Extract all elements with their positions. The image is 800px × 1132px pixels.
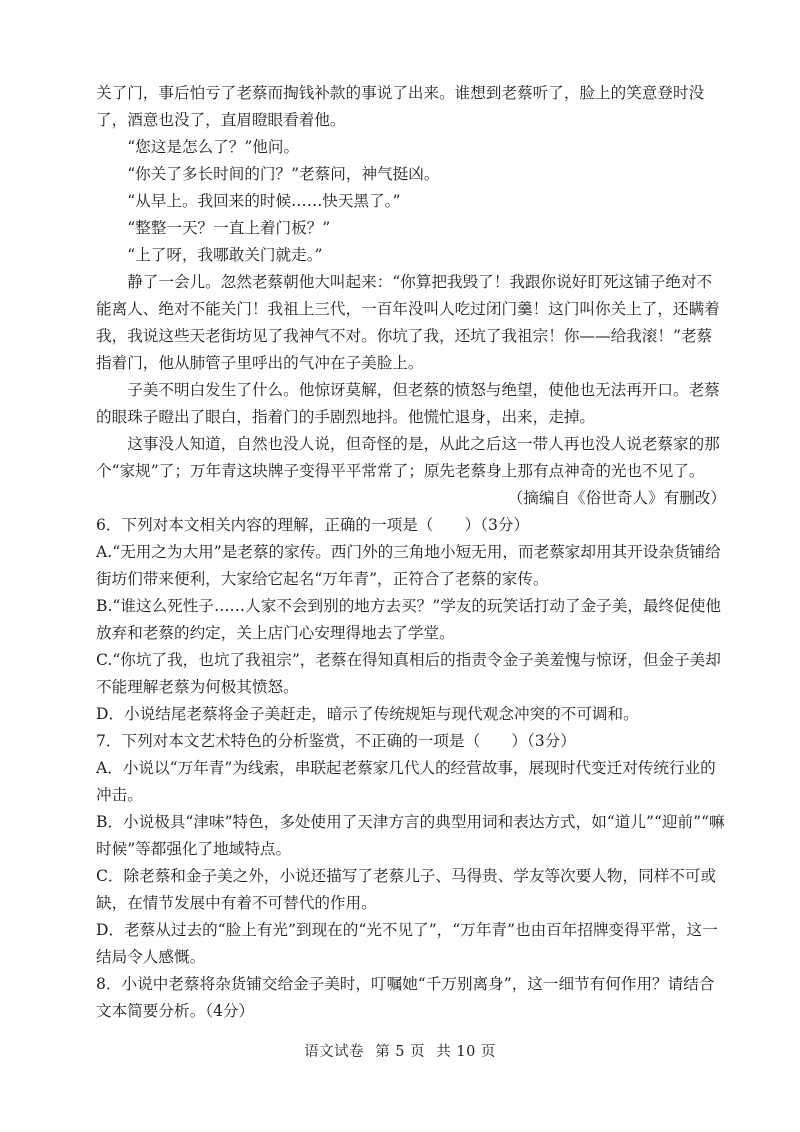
dialog-line: “从早上。我回来的时候……快天黑了。”: [127, 192, 401, 210]
question-7-stem: 7．下列对本文艺术特色的分析鉴赏，不正确的一项是（ ）（3分）: [96, 732, 576, 750]
question-8-stem: 8．小说中老蔡将杂货铺交给金子美时，叮嘱她“千万别离身”，这一细节有何作用？请结合文本简要分析。（4分）: [96, 975, 715, 1020]
question-7-option-a: A．小说以“万年青”为线索，串联起老蔡家几代人的经营故事，展现时代变迁对传统行业的冲击。: [96, 759, 716, 804]
footer-page-number: 第 5 页: [375, 1044, 426, 1060]
question-7-option-d: D．老蔡从过去的“脸上有光”到现在的“光不见了”，“万年青”也由百年招牌变得平常，这一结局令人感慨。: [96, 921, 718, 966]
dialog-line: “你关了多长时间的门？”老蔡问，神气挺凶。: [127, 165, 440, 183]
footer-total-pages: 共 10 页: [436, 1044, 496, 1060]
question-7-option-c: C．除老蔡和金子美之外，小说还描写了老蔡儿子、马得贵、学友等次要人物，同样不可或缺，在情节发展中有着不可替代的作用。: [96, 867, 717, 912]
page-footer: [0, 1040, 800, 1061]
question-7-option-b: B．小说极具“津味”特色，多处使用了天津方言的典型用词和表达方式，如“道儿”“迎前”“嘛时候”等都强化了地域特点。: [96, 813, 725, 858]
question-6-option-b: B.“谁这么死性子……人家不会到别的地方去买？”学友的玩笑话打动了金子美，最终促使他放弃和老蔡的约定，关上店门心安理得地去了学堂。: [96, 597, 721, 642]
passage-paragraph-ending: 这事没人知道，自然也没人说，但奇怪的是，从此之后这一带人再也没人说老蔡家的那个“家规”了；万年青这块牌子变得平平常常了；原先老蔡身上那有点神奇的光也不见了。: [96, 435, 720, 480]
question-6-option-c: C.“你坑了我，也坑了我祖宗”，老蔡在得知真相后的指责令金子美羞愧与惊讶，但金子美却不能理解老蔡为何极其愤怒。: [96, 651, 721, 696]
passage-source: （摘编自《俗世奇人》有删改）: [507, 489, 726, 507]
passage-paragraph-outburst: 静了一会儿。忽然老蔡朝他大叫起来：“你算把我毁了！我跟你说好盯死这铺子绝对不能离人、绝对不能关门！我祖上三代，一百年没叫人吃过闭门羹！这门叫你关上了，还瞒着我，我说这些天老街坊见了我神气不对。你坑了我，还坑了我祖宗！你——给我滚！”老蔡指着门，他从肺管子里呼出的气冲在子美脸上。: [96, 273, 720, 372]
passage-paragraph-reaction: 子美不明白发生了什么。他惊讶莫解，但老蔡的愤怒与绝望，使他也无法再开口。老蔡的眼珠子瞪出了眼白，指着门的手剧烈地抖。他慌忙退身，出来，走掉。: [96, 381, 720, 426]
question-6-option-d: D．小说结尾老蔡将金子美赶走，暗示了传统规矩与现代观念冲突的不可调和。: [96, 705, 639, 723]
dialog-line: “您这是怎么了？”他问。: [127, 138, 300, 156]
footer-subject: 语文试卷: [304, 1044, 365, 1060]
question-6-option-a: A.“无用之为大用”是老蔡的家传。西门外的三角地小短无用，而老蔡家却用其开设杂货铺给街坊们带来便利，大家给它起名“万年青”，正符合了老蔡的家传。: [96, 543, 721, 588]
exam-page: [96, 80, 726, 1025]
dialog-line: “整整一天？一直上着门板？”: [127, 219, 331, 237]
dialog-line: “上了呀，我哪敢关门就走。”: [127, 246, 323, 264]
passage-paragraph-open: 关了门，事后怕亏了老蔡而掏钱补款的事说了出来。谁想到老蔡听了，脸上的笑意登时没了，酒意也没了，直眉瞪眼看着他。: [96, 84, 705, 129]
question-6-stem: 6．下列对本文相关内容的理解，正确的一项是（ ）（3分）: [96, 516, 530, 534]
